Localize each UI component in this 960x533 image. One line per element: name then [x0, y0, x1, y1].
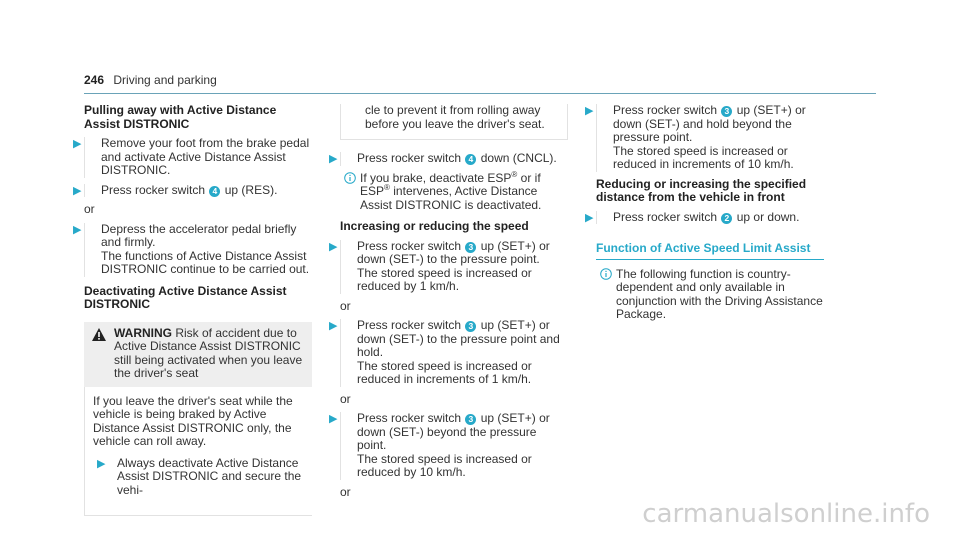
- arrow-icon: ▶: [329, 153, 338, 165]
- column-3: [585, 103, 824, 330]
- switch-number-badge: 3: [721, 106, 732, 117]
- section-title: Driving and parking: [113, 73, 217, 87]
- step-speed-2: ▶ Press rocker switch 3 up (SET+) or down (SET-) to the pressure point and hold. The stored speed is increased or reduced in increments of 1 km/h.: [340, 319, 568, 387]
- info-note-country: The following function is country-dependent and only available in conjunction with the Driving Assistance Package.: [596, 268, 824, 322]
- warning-icon: [92, 328, 106, 341]
- arrow-icon: ▶: [329, 413, 338, 425]
- switch-number-badge: 3: [465, 242, 476, 253]
- step-always-deactivate: ▶ Always deactivate Active Distance Assist DISTRONIC and secure the vehi-: [97, 455, 302, 497]
- warning-text: Risk of accident due to Active Distance Assist DISTRONIC still being activated when you leave the driver's seat: [114, 325, 303, 380]
- switch-number-badge: 4: [465, 154, 476, 165]
- page-number: 246: [84, 73, 105, 87]
- watermark: carmanualsonline.info: [642, 498, 930, 529]
- arrow-icon: ▶: [585, 105, 594, 117]
- arrow-icon: ▶: [585, 211, 594, 224]
- warning-body: If you leave the driver's seat while the vehicle is being braked by Active Distance Assist DISTRONIC only, the vehicle can roll away. ▶ Always deactivate Active Distance Assist DISTRONIC and secure the vehi-: [84, 387, 312, 517]
- arrow-icon: ▶: [73, 138, 82, 150]
- or-text: or: [84, 202, 95, 216]
- switch-number-badge: 3: [465, 321, 476, 332]
- switch-number-badge: 2: [721, 213, 732, 224]
- heading-increasing-speed: Increasing or reducing the speed: [340, 219, 529, 233]
- header-rule: [84, 93, 876, 94]
- arrow-icon: ▶: [73, 184, 82, 197]
- or-text: or: [340, 391, 351, 406]
- warning-continuation: cle to prevent it from rolling away before you leave the driver's seat.: [340, 104, 568, 140]
- switch-number-badge: 4: [209, 186, 220, 197]
- info-note-esp: If you brake, deactivate ESP® or if ESP® intervenes, Active Distance Assist DISTRONIC is deactivated.: [340, 172, 568, 213]
- arrow-icon: ▶: [73, 223, 82, 236]
- arrow-icon: ▶: [329, 240, 338, 253]
- arrow-icon: ▶: [97, 457, 106, 470]
- step-depress-accelerator: ▶ Depress the accelerator pedal briefly and firmly. The functions of Active Distance Assist DISTRONIC continue to be carried out.: [84, 223, 312, 277]
- switch-number-badge: 3: [465, 414, 476, 425]
- step-press-cncl: ▶ Press rocker switch 4 down (CNCL).: [340, 152, 568, 166]
- info-icon: [600, 268, 612, 280]
- step-distance: ▶ Press rocker switch 2 up or down.: [596, 211, 824, 225]
- info-icon: [344, 172, 356, 184]
- or-text: or: [340, 484, 351, 499]
- column-1: [73, 103, 312, 516]
- step-remove-foot: ▶ Remove your foot from the brake pedal and activate Active Distance Assist DISTRONIC.: [84, 137, 312, 178]
- step-speed-3: ▶ Press rocker switch 3 up (SET+) or down (SET-) beyond the pressure point. The stored speed is increased or reduced by 10 km/h.: [340, 412, 568, 480]
- warning-box: [84, 322, 312, 387]
- subhead-speed-limit-assist: Function of Active Speed Limit Assist: [596, 242, 824, 260]
- warning-title: WARNING: [114, 325, 172, 340]
- heading-pulling-away: Pulling away with Active Distance Assist DISTRONIC: [84, 103, 277, 131]
- heading-distance: Reducing or increasing the specified distance from the vehicle in front: [596, 176, 807, 204]
- step-speed-1: ▶ Press rocker switch 3 up (SET+) or down (SET-) to the pressure point. The stored speed is increased or reduced by 1 km/h.: [340, 240, 568, 294]
- step-press-res: ▶ Press rocker switch 4 up (RES).: [84, 184, 312, 198]
- step-speed-4: ▶ Press rocker switch 3 up (SET+) or down (SET-) and hold beyond the pressure point. The stored speed is increased or reduced in increments of 10 km/h.: [596, 104, 824, 172]
- heading-deactivating: Deactivating Active Distance Assist DISTRONIC: [84, 283, 287, 311]
- column-2: [329, 103, 568, 505]
- or-text: or: [340, 298, 351, 313]
- page-header: [84, 74, 217, 88]
- arrow-icon: ▶: [329, 320, 338, 332]
